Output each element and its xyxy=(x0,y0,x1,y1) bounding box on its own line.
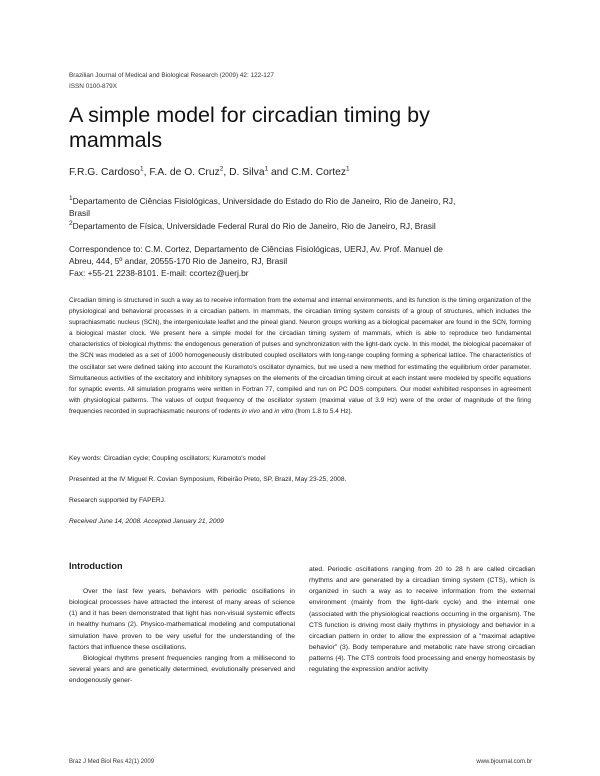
author-name: D. Silva xyxy=(229,167,265,178)
body-paragraph: ated. Periodic oscillations ranging from 20 to 28 h are called circadian rhythms and are generated by a circadian timing system (CTS), which is organized in such a way as to receive information from the external environment (mainly from the light-dark cycle) and the internal one (associated with the physiological reactions occurring in the organism). The CTS function is driving most daily rhythms in physiology and behavior in a circadian pattern in order to allow the expression of a “maximal adaptive behavior” (3). Body temperature and metabolic rate have strong circadian patterns (4). The CTS controls food processing and energy homeostasis by regulating the expression and/or activity xyxy=(309,566,535,674)
body-paragraph: Over the last few years, behaviors with periodic oscillations in biological processes have attracted the interest of many areas of science (1) and it has been demonstrated that light has non-visual systemic effects in healthy humans (2). Physico-mathematical modeling and computational simulation have proven to be very useful for the understanding of the factors that influence these oscillations. xyxy=(69,588,295,651)
affiliation-text: Departamento de Ciências Fisiológicas, Universidade do Estado do Rio de Janeiro, Rio de Janeiro, RJ, xyxy=(72,196,456,206)
affiliation-2 xyxy=(69,220,539,232)
correspondence-line: Abreu, 444, 5º andar, 20555-170 Rio de Janeiro, RJ, Brasil xyxy=(69,256,288,266)
author-list xyxy=(69,167,350,178)
affiliation-text: Departamento de Física, Universidade Federal Rural do Rio de Janeiro, Rio de Janeiro, RJ, Brasil xyxy=(72,221,436,231)
abstract-in-vitro: in vitro xyxy=(274,407,294,415)
body-column-left xyxy=(69,586,295,686)
body-paragraph: Biological rhythms present frequencies ranging from a millisecond to several years and are genetically determined, evolutionally preserved and endogenously gener- xyxy=(69,654,295,685)
article-title xyxy=(69,103,539,153)
correspondence-contact: Fax: +55-21 2238-8101. E-mail: ccortez@uerj.br xyxy=(69,268,249,278)
author-name: F.A. de O. Cruz xyxy=(149,167,220,178)
title-line-2: mammals xyxy=(69,128,163,152)
author-affil-sup: 1 xyxy=(264,165,269,173)
abstract-text: Circadian timing is structured in such a way as to receive information from the external and internal environments, and its function is the timing organization of the physiological and behavioral processes in a circadian pattern. In mammals, the circadian timing system consists of a group of structures, which includes the suprachiasmatic nucleus (SCN), the intergeniculate leaflet and the pineal gland. Neuron groups working as a biological pacemaker are found in the SCN, forming a biological master clock. We present here a simple model for the circadian timing system of mammals, which is able to reproduce two fundamental characteristics of biological rhythms: the endogenous generation of pulses and synchronization with the light-dark cycle. In this model, the biological pacemaker of the SCN was modeled as a set of 1000 homogeneously distributed coupled oscillators with long-range coupling forming a spherical lattice. The characteristics of the oscillator set were defined taking into account the Kuramoto's oscillator dynamics, but we used a new method for estimating the equilibrium order parameter. Simultaneous activities of the excitatory and inhibitory synapses on the elements of the circadian timing circuit at each instant were modeled by specific equations for synaptic events. All simulation programs were written in Fortran 77, compiled and run on PC DOS computers. Our model exhibited responses in agreement with physiological patterns. The values of output frequency of the oscillator system (maximal value of 3.9 Hz) were of the order of magnitude of the firing frequencies recorded in suprachiasmatic neurons of rodents xyxy=(69,297,531,415)
abstract-text-end: (from 1.8 to 5.4 Hz). xyxy=(293,407,353,415)
support-note: Research supported by FAPERJ. xyxy=(69,497,166,504)
affiliation-sup: 2 xyxy=(69,220,73,228)
author-affil-sup: 1 xyxy=(346,165,350,173)
author-separator: , xyxy=(143,167,150,178)
footer-url: www.bjournal.com.br xyxy=(476,759,532,765)
abstract-and: and xyxy=(260,407,275,415)
affiliation-text-cont: Brasil xyxy=(69,208,90,218)
footer-citation: Braz J Med Biol Res 42(1) 2009 xyxy=(69,759,155,765)
affiliation-sup: 1 xyxy=(69,195,73,203)
author-name: C.M. Cortez xyxy=(291,167,347,178)
received-dates: Received June 14, 2008. Accepted January 21, 2009 xyxy=(69,518,224,525)
section-heading-introduction: Introduction xyxy=(69,561,123,571)
author-separator: , xyxy=(223,167,230,178)
abstract-in-vivo: in vivo xyxy=(241,407,261,415)
abstract xyxy=(69,295,531,417)
journal-header xyxy=(69,70,274,92)
author-affil-sup: 1 xyxy=(139,165,144,173)
body-column-right xyxy=(309,564,535,676)
presented-note: Presented at the IV Miguel R. Covian Symposium, Ribeirão Preto, SP, Brazil, May 23-25, 2008. xyxy=(69,476,347,483)
author-name: F.R.G. Cardoso xyxy=(69,167,140,178)
correspondence xyxy=(69,243,539,279)
affiliation-1 xyxy=(69,195,539,219)
title-line-1: A simple model for circadian timing by xyxy=(69,103,430,127)
issn: ISSN 0100-879X xyxy=(69,83,117,90)
author-affil-sup: 2 xyxy=(219,165,224,173)
keywords: Key words: Circadian cycle; Coupling oscillators; Kuramoto's model xyxy=(69,455,266,462)
journal-citation: Brazilian Journal of Medical and Biological Research (2009) 42: 122-127 xyxy=(69,72,274,79)
author-separator: and xyxy=(268,167,292,178)
correspondence-line: Correspondence to: C.M. Cortez, Departamento de Ciências Fisiológicas, UERJ, Av. Prof. Manuel de xyxy=(69,244,443,254)
